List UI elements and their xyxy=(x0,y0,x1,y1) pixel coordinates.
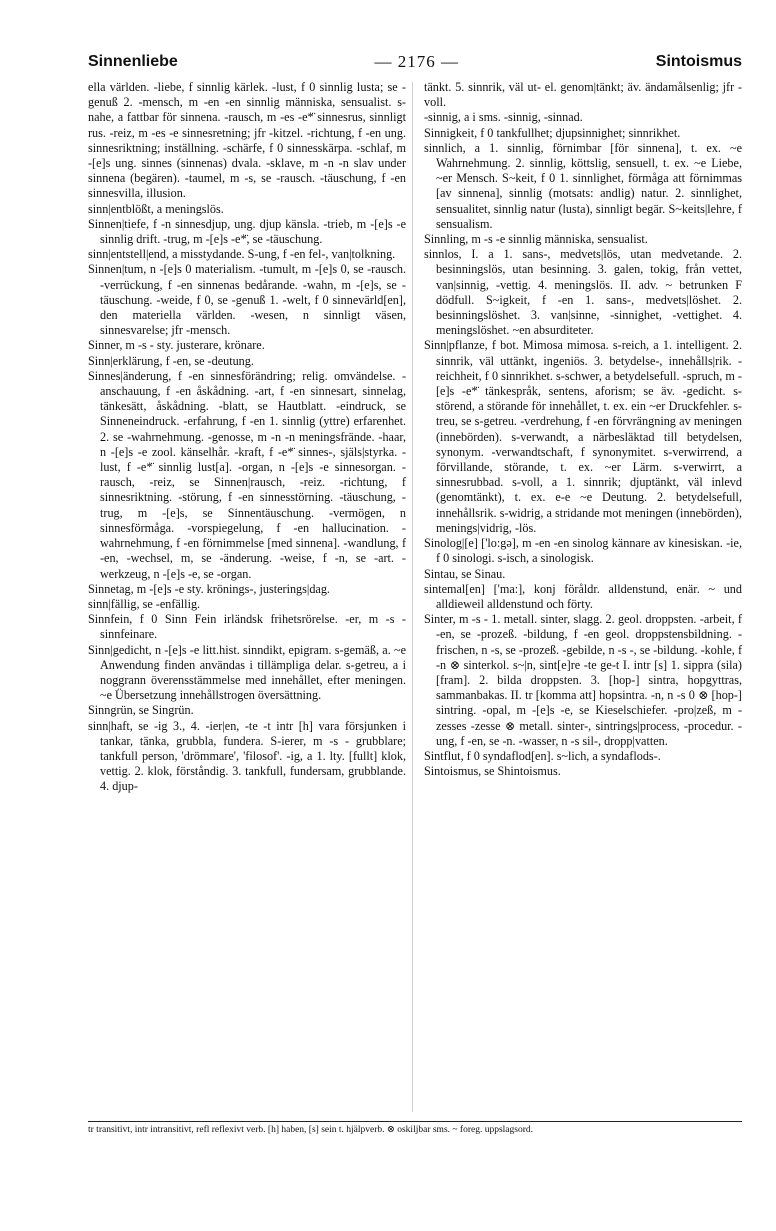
dictionary-entry: Sinnling, m -s -e sinnlig människa, sensualist. xyxy=(424,232,648,247)
column-divider xyxy=(412,82,413,1112)
dictionary-entry: Sinnetag, m -[e]s -e sty. krönings-, justerings|dag. xyxy=(88,581,330,596)
dictionary-entry: Sinnen|tiefe, f -n sinnesdjup, ung. djup känsla. -trieb, m -[e]s -e sinnlig drift. -trug, m -[e]s -e*̈, se -täuschung. xyxy=(88,216,406,247)
left-guide-word: Sinnenliebe xyxy=(88,53,178,70)
dictionary-entry: sinn|haft, se -ig 3., 4. -ier|en, -te -t intr [h] vara försjunken i tankar, tänka, grubbla, fundera. S-ierer, m -s - grubblare; tankfull person, 'drömmare', 'filosof'. -ig, a 1. lty. [fullt] klok, vettig. 2. klok, förståndig. 3. tankfull, fundersam, grubblande. 4. djup- xyxy=(88,718,406,794)
dictionary-entry: Sinolog|[e] ['lo:gə], m -en -en sinolog kännare av kinesiskan. -ie, f 0 sinologi. s-isch, a sinologisk. xyxy=(424,536,742,566)
page-header xyxy=(88,48,742,76)
dictionary-entry: Sinnigkeit, f 0 tankfullhet; djupsinnighet; sinnrikhet. xyxy=(424,125,681,140)
dictionary-entry: Sinn|erklärung, f -en, se -deutung. xyxy=(88,353,254,368)
dictionary-entry: ella världen. -liebe, f sinnlig kärlek. -lust, f 0 sinnlig lusta; se -genuß 2. -mensch, m -en -en sinnlig människa, sensualist. s-nahe, a fattbar för sinnena. -rausch, m -es -e*̈ sinnesrus, sinnligt rus. -reiz, m -es -e sinnesretning; jfr -kitzel. -richtung, f -en ung. sinnesriktning; inställning. -schärfe, f 0 sinnesskärpa. -schlaf, m -[e]s ung. sinnes (sinnenas) dvala. -sklave, m -n -n slav under sinnena (begären). -taumel, m -s, se -rausch. -täuschung, f -en sinnesvilla, illusion. xyxy=(88,80,406,201)
dictionary-entry: sinn|entstell|end, a misstydande. S-ung, f -en fel-, van|tolkning. xyxy=(88,247,396,262)
dictionary-entry: -sinnig, a i sms. -sinnig, -sinnad. xyxy=(424,110,583,125)
dictionary-entry: sinn|fällig, se -enfällig. xyxy=(88,596,201,611)
left-column xyxy=(88,80,406,1118)
right-column xyxy=(424,80,742,1118)
dictionary-entry: Sinner, m -s - sty. justerare, krönare. xyxy=(88,338,265,353)
dictionary-entry: tänkt. 5. sinnrik, väl ut- el. genom|tänkt; äv. ändamålsenlig; jfr -voll. xyxy=(424,80,742,110)
dictionary-entry: sintemal[en] ['ma:], konj föråldr. alldenstund, enär. ~ und alldieweil alldenstund och förty. xyxy=(424,581,742,611)
dictionary-entry: Sinter, m -s - 1. metall. sinter, slagg. 2. geol. droppsten. -arbeit, f -en, se -prozeß. -bildung, f -en geol. droppstensbildning. -frischen, n -s, se -prozeß. -gebilde, n -s -, se -bildung. -kohle, f -n ⊗ sinterkol. s~|n, sint[e]re -te ge-t I. intr [s] 1. sippra (sila) [fram]. 2. bilda droppsten. 3. [hop-] sintra, hopgyttras, sammanbakas. II. tr [komma att] hopsintra. -n, n -s 0 ⊗ [hop-] sintring. -opal, m -[e]s -e, se Kieselschiefer. -pro|zeß, m -zesses -zesse ⊗ metall. sinter-, sintrings|process, -procedur. -ung, f -en, se -n. -wasser, n -s sil-, dropp|vatten. xyxy=(424,612,742,748)
dictionary-entry: Sintau, se Sinau. xyxy=(424,566,506,581)
dictionary-entry: Sintoismus, se Shintoismus. xyxy=(424,764,561,779)
dictionary-entry: Sinnes|änderung, f -en sinnesförändring; relig. omvändelse. -anschauung, f -en åskådning. -art, f -en sinnesart, sinnelag, tänkesätt, åskådning. -blatt, se Hautblatt. -eindruck, se Sinneneindruck. -erfahrung, f -en 1. sinnlig (yttre) erfarenhet. 2. se -wahrnehmung. -genosse, m -n -n meningsfrände. -haar, n -[e]s -e zool. känselhår. -kraft, f -e*̈ sinnes-, själs|styrka. -lust, f -e*̈ sinnlig lust[a]. -organ, n -[e]s -e sinnesorgan. -rausch, -reiz, se Sinnen|rausch, -reiz. -richtung, f sinnesriktning. -störung, f -en sinnesstörning. -täuschung, -trug, m -[e]s, se Sinnentäuschung. -vermögen, n sinnesförmåga. -vorspiegelung, f -en hallucination. -wahrnehmung, f -en förnimmelse [med sinnena]. -wandlung, f -en, -wechsel, m, se -änderung. -weise, f -n, se -art. -werkzeug, n -[e]s -e, se -organ. xyxy=(88,368,406,581)
footer-rule xyxy=(88,1121,742,1122)
dictionary-entry: Sinnfein, f 0 Sinn Fein irländsk frihetsrörelse. -er, m -s - sinnfeinare. xyxy=(88,612,406,642)
dictionary-entry: Sinngrün, se Singrün. xyxy=(88,703,194,718)
dictionary-entry: Sinn|gedicht, n -[e]s -e litt.hist. sinndikt, epigram. s-gemäß, a. ~e Anwendung finden användas i tillämpliga delar. s-getreu, a i noggrann överensstämmelse med innehållet, efter meningen. ~e Übersetzung innehållstrogen översättning. xyxy=(88,642,406,703)
dictionary-entry: Sinn|pflanze, f bot. Mimosa mimosa. s-reich, a 1. intelligent. 2. sinnrik, väl uttänkt, ingeniös. 3. betydelse-, innehålls|rik. -reichheit, f 0 sinnrikhet. s-schwer, a betydelsefull. -spruch, m -[e]s -e*̈ tänkespråk, sentens, aforism; se äv. -gedicht. s-störend, a störande för innehållet, t. ex. ein ~er Druckfehler. s-treu, se s-getreu. -verdrehung, f -en förvrängning av meningen (innebörden). s-verwandt, a närbesläktad till betydelsen, synonym. -verwandtschaft, f synonymitet. s-verwirrend, a förvillande, störande, t. ex. ~er Lärm. s-verwirrt, a sinnesrubbad. s-voll, a 1. sinnrik; djuptänkt, väl inlevd (genomtänkt), t. ex. e-e ~e Deutung. 2. betydelsefull, innehållsrik. s-widrig, a stridande mot meningen (innebörden), menings|vidrig, -lös. xyxy=(424,338,742,535)
abbreviation-legend: tr transitivt, intr intransitivt, refl reflexivt verb. [h] haben, [s] sein t. hjälpverb. ⊗ oskiljbar sms. ~ foreg. uppslagsord. xyxy=(88,1125,533,1135)
dictionary-entry: Sinnen|tum, n -[e]s 0 materialism. -tumult, m -[e]s 0, se -rausch. -verrückung, f -en sinnenas bedårande. -wahn, m -[e]s, se -täuschung. -weide, f 0, se -genuß 1. -welt, f 0 sinnevärld[en], den materiella världen. -wesen, n sinnligt väsen, sinnesvarelse; jfr -mensch. xyxy=(88,262,406,338)
dictionary-entry: sinnlich, a 1. sinnlig, förnimbar [för sinnena], t. ex. ~e Wahrnehmung. 2. sinnlig, köttslig, sensuell, t. ex. ~e Liebe, ~er Mensch. S~keit, f 0 1. sinnlighet, förmåga att förnimmas [av sinnena], sinnlig (motsats: andlig) natur. 2. sinnlighet, sensualitet, sinnlig natur (lusta), sinnligt begär. S~keits|lehre, f sensualism. xyxy=(424,140,742,231)
page-number: — 2176 — xyxy=(374,52,460,71)
dictionary-entry: sinnlos, I. a 1. sans-, medvets|lös, utan medvetande. 2. besinningslös, utan besinning. 3. galen, tokig, från vettet, van|sinnig, -vettig. 4. meningslös. II. adv. ~ betrunken F dödfull. S~igkeit, f -en 1. sans-, medvets|löshet. 2. besinningslöshet. 3. van|sinne, -sinnighet, -vettighet. 4. meningslöshet. ~en absurditeter. xyxy=(424,247,742,338)
dictionary-entry: sinn|entblößt, a meningslös. xyxy=(88,201,224,216)
dictionary-entry: Sintflut, f 0 syndaflod[en]. s~lich, a syndaflods-. xyxy=(424,748,661,763)
right-guide-word: Sintoismus xyxy=(655,53,742,70)
